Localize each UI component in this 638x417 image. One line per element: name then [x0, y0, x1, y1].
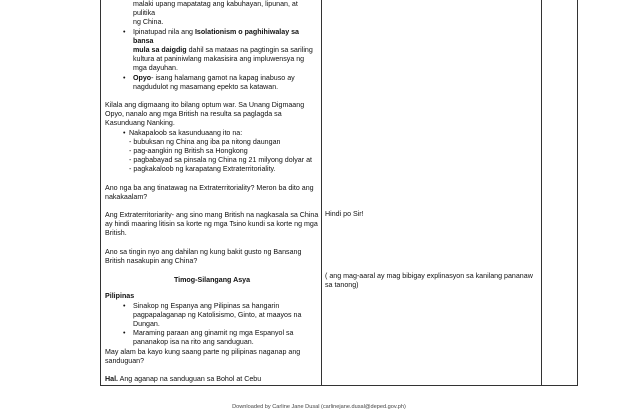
bold-term: mula sa daigdig [133, 46, 187, 55]
bold-term: Isolationism o paghihiwalay sa bansa [133, 27, 300, 45]
example-line [105, 375, 319, 384]
lesson-table [100, 0, 578, 386]
bullet-maraming: • Maraming paraan ang ginamit ng mga Espanyol sa pananakop isa na rito ang sanduguan. [105, 329, 319, 347]
treaty-item: - pagkakaloob ng karapatang Extraterritoriality. [129, 165, 276, 174]
treaty-item: - pag-aangkin ng British sa Hongkong [129, 147, 248, 156]
bullet-isolationism [105, 28, 319, 74]
student-response: Hindi po Sir! [325, 210, 364, 218]
bullet-text: dahil sa mataas na pagtingin sa sariling kultura at paniniwlang makasisira ang impluwensya ng mga dayuhan. [133, 46, 313, 73]
bold-term: Opyo [133, 73, 152, 82]
question-sanduguan: May alam ba kayo kung saang parte ng pilipinas naganap ang sanduguan? [105, 347, 301, 365]
paragraph-extraterritoriality: Ang Extraterritoriarity- ang sino mang British na nagkasala sa China ay hindi maaring litisin sa korte ng mga Tsino kundi sa korte ng mga British. [105, 211, 319, 238]
continuation-line: ng China. [133, 18, 164, 27]
subsection-heading: Pilipinas [105, 292, 135, 301]
bullet-nakapaloob: • Nakapaloob sa kasunduaang ito na: [105, 129, 319, 138]
paragraph-opyo-war: Kilala ang digmaang ito bilang optum war. Sa Unang Digmaang Opyo, nanalo ang mga British na resulta sa paglagda sa Kasunduang Nanking. [105, 101, 305, 128]
question-extraterritoriality: Ano nga ba ang tinatawag na Extraterritoriality? Meron ba dito ang nakakaalam? [105, 183, 314, 201]
bullet-text: Ipinatupad nila ang [133, 27, 195, 36]
question-dahilan: Ano sa tingin nyo ang dahilan ng kung bakit gusto ng Bansang British nasakupin ang China? [105, 247, 302, 265]
column-divider-1 [321, 0, 322, 385]
bullet-opyo [105, 74, 319, 92]
example-label: Hal. [105, 375, 119, 383]
bullet-text: - isang halamang gamot na kapag inabuso ay nagdudulot ng masamang epekto sa katawan. [133, 73, 295, 91]
example-text: Ang aganap na sanduguan sa Bohol at Cebu [118, 375, 262, 383]
section-heading: Timog-Silangang Asya [173, 276, 251, 285]
teacher-activity-column [105, 0, 319, 384]
treaty-item: - pagbabayad sa pinsala ng China ng 21 milyong dolyar at [129, 156, 312, 165]
column-divider-2 [541, 0, 542, 385]
continuation-line: malaki upang mapatatag ang kabuhayan, lipunan, at pulitika [133, 0, 298, 18]
download-footer: Downloaded by Carline Jane Dusal (carlinejane.dusal@deped.gov.ph) [232, 404, 406, 410]
bullet-sinakop: • Sinakop ng Espanya ang Pilipinas sa hangarin pagpapalaganap ng Katolisismo, Ginto, at maayos na Dungan. [105, 302, 319, 330]
treaty-item: - bubuksan ng China ang iba pa nitong daungan [129, 137, 281, 146]
student-answer-note: ( ang mag-aaral ay mag bibigay explinasyon sa kanilang pananaw sa tanong) [325, 272, 533, 290]
